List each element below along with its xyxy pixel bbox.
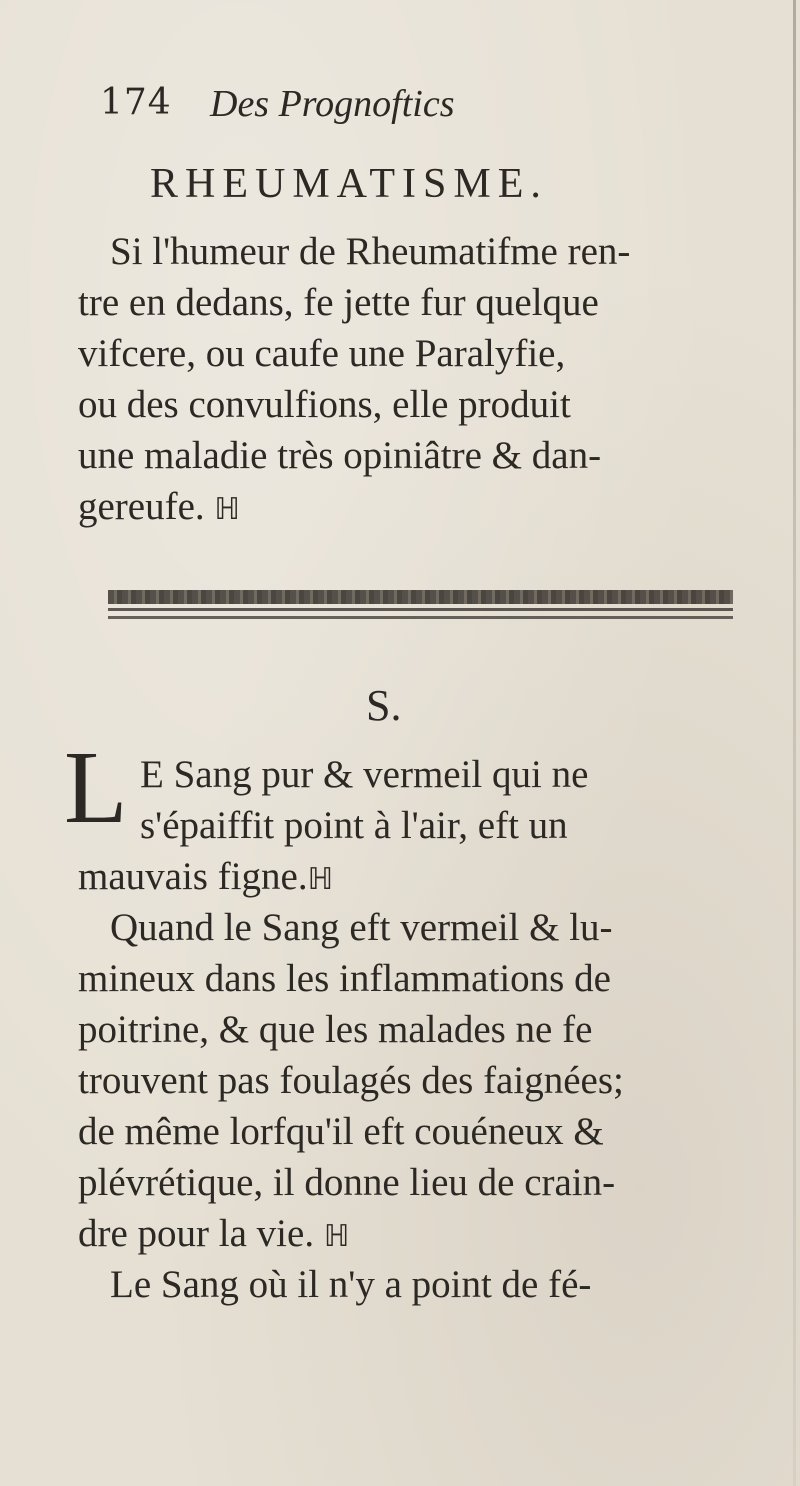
page-edge-shadow — [793, 0, 796, 1486]
text-line: trouvent pas foulagés des faignées; — [78, 1059, 624, 1102]
text-line: mauvais figne. — [78, 855, 308, 898]
rule-line — [108, 608, 733, 611]
running-head — [100, 82, 700, 142]
paragraph-end-symbol: ℍ — [214, 492, 240, 527]
text-line: ou des convulfions, elle produit — [78, 383, 571, 426]
rule-line — [108, 616, 733, 619]
rheumatisme-paragraph — [58, 226, 770, 532]
text-line: Quand le Sang eft vermeil & lu- — [110, 906, 613, 949]
text-line: s'épaiffit point à l'air, eft un — [140, 804, 568, 847]
text-line: plévrétique, il donne lieu de crain- — [78, 1161, 616, 1204]
text-line: Le Sang où il n'y a point de fé- — [110, 1263, 592, 1306]
page-number: 174 — [100, 82, 172, 123]
section-letter: S. — [366, 681, 402, 730]
text-line: E Sang pur & vermeil qui ne — [140, 753, 589, 796]
text-line: gereufe. — [78, 485, 205, 528]
text-line: dre pour la vie. — [78, 1212, 315, 1255]
text-line-with-symbol — [58, 481, 770, 532]
ornamental-rule — [108, 590, 733, 622]
paragraph-end-symbol: ℍ — [323, 1219, 350, 1254]
paragraph-end-symbol: ℍ — [307, 862, 334, 897]
section-title: RHEUMATISME. — [150, 161, 548, 207]
rule-ornament-band — [108, 590, 733, 604]
running-title: Des Prognoftics — [210, 83, 455, 125]
text-line: une maladie très opiniâtre & dan- — [78, 434, 602, 477]
text-line: Si l'humeur de Rheumatifme ren- — [110, 230, 631, 273]
text-line: tre en dedans, fe jette fur quelque — [78, 281, 599, 324]
text-line: vifcere, ou caufe une Paralyfie, — [78, 332, 566, 375]
text-line: de même lorfqu'il eft couéneux & — [78, 1110, 604, 1153]
drop-cap: L — [64, 730, 128, 845]
text-line: mineux dans les inflammations de — [78, 957, 611, 1000]
text-line-with-symbol — [58, 1208, 770, 1259]
sang-paragraphs — [58, 749, 770, 1310]
text-line-with-symbol — [58, 851, 770, 902]
text-line: poitrine, & que les malades ne fe — [78, 1008, 593, 1051]
